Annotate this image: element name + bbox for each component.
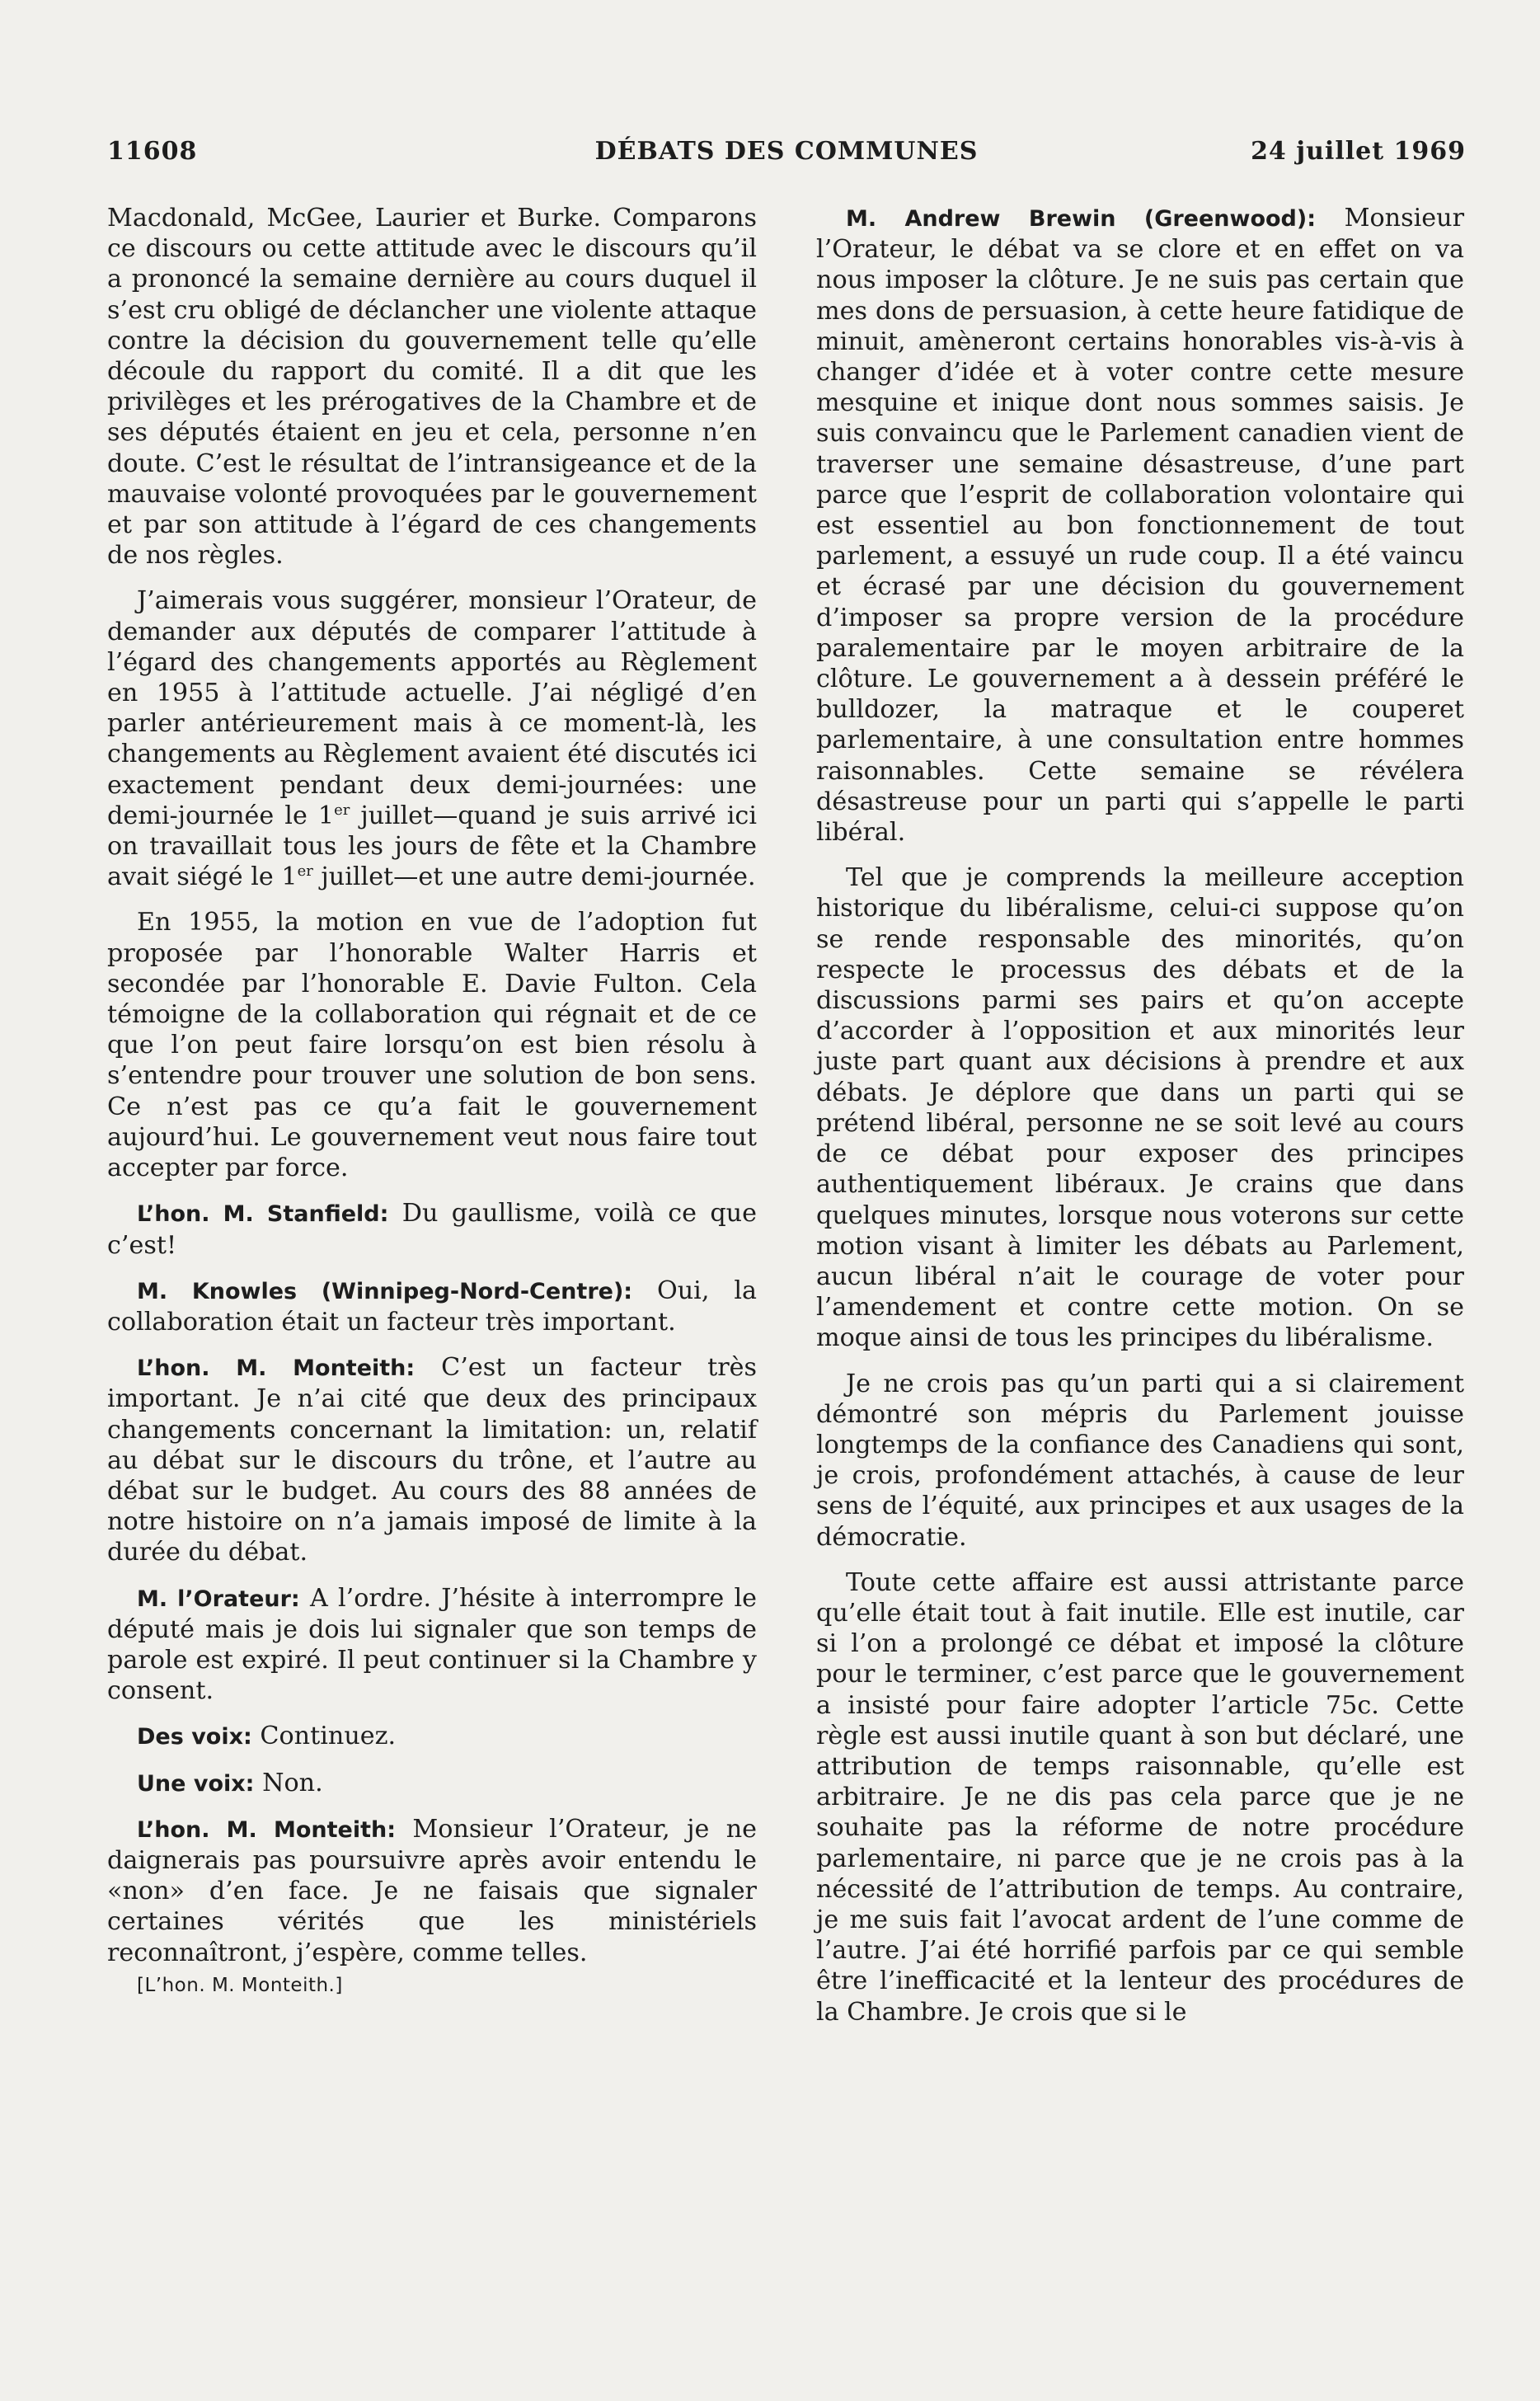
page-date: 24 juillet 1969 [1251, 137, 1466, 166]
page-header [107, 137, 1466, 173]
speech-text: Monsieur l’Orateur, je ne daignerais pas poursuivre après avoir entendu le «non» d’en face. Je ne faisais que signaler certaines vérités que les ministériels reconnaîtront, j’espère, comme telles. [107, 1814, 757, 1967]
speech-text: Du gaullisme, voilà ce que c’est! [107, 1199, 757, 1260]
speaker-name: L’hon. M. Monteith: [137, 1816, 397, 1843]
speaker-name: L’hon. M. Stanfield: [137, 1201, 389, 1228]
speaker-attribution: [L’hon. M. Monteith.] [137, 1974, 343, 1996]
speech-text: Non. [254, 1768, 323, 1797]
right-column [816, 203, 1464, 2042]
speech-paragraph [107, 1276, 757, 1337]
speech-text: Continuez. [251, 1722, 397, 1751]
paragraph-text: juillet—quand je suis arrivé ici on travaillait tous les jours de fête et la Chambre avait siégé le 1 [107, 801, 757, 892]
publication-title: DÉBATS DES COMMUNES [594, 137, 979, 166]
paragraph-text: J’aimerais vous suggérer, monsieur l’Orateur, de demander aux députés de comparer l’attitude à l’égard des changements apportés au Règlement en 1955 à l’attitude actuelle. J’ai négligé d’en parler antérieurement mais à ce moment-là, les changements au Règlement avaient été discutés ici exactement pendant deux demi-journées: une demi-journée le 1 [107, 586, 757, 830]
speech-paragraph [107, 1768, 757, 1799]
speech-text: C’est un facteur très important. Je n’ai cité que deux des principaux changements concernant la limitation: un, relatif au débat sur le discours du trône, et l’autre au débat sur le budget. Au cours des 88 années de notre histoire on n’a jamais imposé de limite à la durée du débat. [107, 1353, 758, 1567]
speaker-name: Des voix: [137, 1724, 252, 1750]
speech-paragraph [816, 203, 1464, 848]
paragraph: Macdonald, McGee, Laurier et Burke. Comparons ce discours ou cette attitude avec le discours qu’il a prononcé la semaine dernière au cours duquel il s’est cru obligé de déclancher une violente attaque contre la décision du gouvernement telle qu’elle découle du rapport du comité. Il a dit que les privilèges et les prérogatives de la Chambre et de ses députés étaient en jeu et cela, personne n’en doute. C’est le résultat de l’intransigeance et de la mauvaise volonté provoquées par le gouvernement et par son attitude à l’égard de ces changements de nos règles. [107, 204, 757, 571]
speaker-name: Une voix: [137, 1770, 255, 1797]
speech-text: A l’ordre. J’hésite à interrompre le député mais je dois lui signaler que son temps de parole est expiré. Il peut continuer si la Chambre y consent. [107, 1583, 758, 1706]
speech-paragraph [107, 1198, 757, 1260]
ordinal-superscript: er [297, 862, 313, 881]
paragraph: Tel que je comprends la meilleure acception historique du libéralisme, celui-ci suppose qu’on se rende responsable des minorités, qu’on respecte le processus des débats et de la discussions parmi ses pairs et qu’on accepte d’accorder à l’opposition et aux minorités leur juste part quant aux décisions à prendre et aux débats. Je déplore que dans un parti qui se prétend libéral, personne ne se soit levé au cours de ce débat pour exposer des principes authentiquement libéraux. Je crains que dans quelques minutes, lorsque nous voterons sur cette motion visant à limiter les débats au Parlement, aucun libéral n’ait le courage de voter pour l’amendement et contre cette motion. On se moque ainsi de tous les principes du libéralisme. [816, 863, 1464, 1353]
speaker-name: M. Knowles (Winnipeg-Nord-Centre): [137, 1278, 633, 1304]
speech-text: Monsieur l’Orateur, le débat va se clore et en effet on va nous imposer la clôture. Je ne suis pas certain que mes dons de persuasion, à cette heure fatidique de minuit, amèneront certains honorables vis-à-vis à changer d’idée et à voter contre cette mesure mesquine et inique dont nous sommes saisis. Je suis convaincu que le Parlement canadien vient de traverser une semaine désastreuse, d’une part parce que l’esprit de collaboration volontaire qui est essentiel au bon fonctionnement de tout parlement, a essuyé un rude coup. Il a été vaincu et écrasé par une décision du gouvernement d’imposer sa propre version de la procédure paralementaire par le moyen arbitraire de la clôture. Le gouvernement a à dessein préféré le bulldozer, la matraque et le couperet parlementaire, à une consultation entre hommes raisonnables. Cette semaine se révélera désastreuse pour un parti qui s’appelle le parti libéral. [816, 204, 1464, 848]
paragraph: Toute cette affaire est aussi attristante parce qu’elle était tout à fait inutile. Elle est inutile, car si l’on a prolongé ce débat et imposé la clôture pour le terminer, c’est parce que le gouvernement a insisté pour faire adopter l’article 75c. Cette règle est aussi inutile quant à son but déclaré, une attribution de temps raisonnable, qu’elle est arbitraire. Je ne dis pas cela parce que je ne souhaite pas la réforme de notre procédure parlementaire, ni parce que je ne crois pas à la nécessité de l’attribution de temps. Au contraire, je me suis fait l’avocat ardent de l’une comme de l’autre. J’ai été horrifié parfois par ce qui semble être l’inefficacité et la lenteur des procédures de la Chambre. Je crois que si le [816, 1567, 1464, 2027]
speech-paragraph [107, 1721, 757, 1752]
paragraph: Je ne crois pas qu’un parti qui a si clairement démontré son mépris du Parlement jouisse longtemps de la confiance des Canadiens qui sont, je crois, profondément attachés, à cause de leur sens de l’équité, aux principes et aux usages de la démocratie. [816, 1369, 1464, 1552]
speech-text: Oui, la collaboration était un facteur très important. [107, 1276, 757, 1337]
page-number: 11608 [107, 137, 198, 166]
paragraph-text: juillet—et une autre demi-journée. [312, 862, 756, 892]
paragraph [107, 585, 757, 892]
paragraph: En 1955, la motion en vue de l’adoption fut proposée par l’honorable Walter Harris et secondée par l’honorable E. Davie Fulton. Cela témoigne de la collaboration qui régnait et de ce que l’on peut faire lorsqu’on est bien résolu à s’entendre pour trouver une solution de bon sens. Ce n’est pas ce qu’a fait le gouvernement aujourd’hui. Le gouvernement veut nous faire tout accepter par force. [107, 908, 757, 1183]
speech-paragraph [107, 1583, 757, 1707]
speaker-name: M. l’Orateur: [137, 1586, 300, 1612]
ordinal-superscript: er [334, 801, 350, 819]
left-column [107, 203, 757, 1998]
speech-paragraph [107, 1814, 757, 1968]
speaker-name: L’hon. M. Monteith: [137, 1356, 416, 1382]
speaker-name: M. Andrew Brewin (Greenwood): [846, 206, 1317, 232]
speech-paragraph [107, 1352, 757, 1567]
